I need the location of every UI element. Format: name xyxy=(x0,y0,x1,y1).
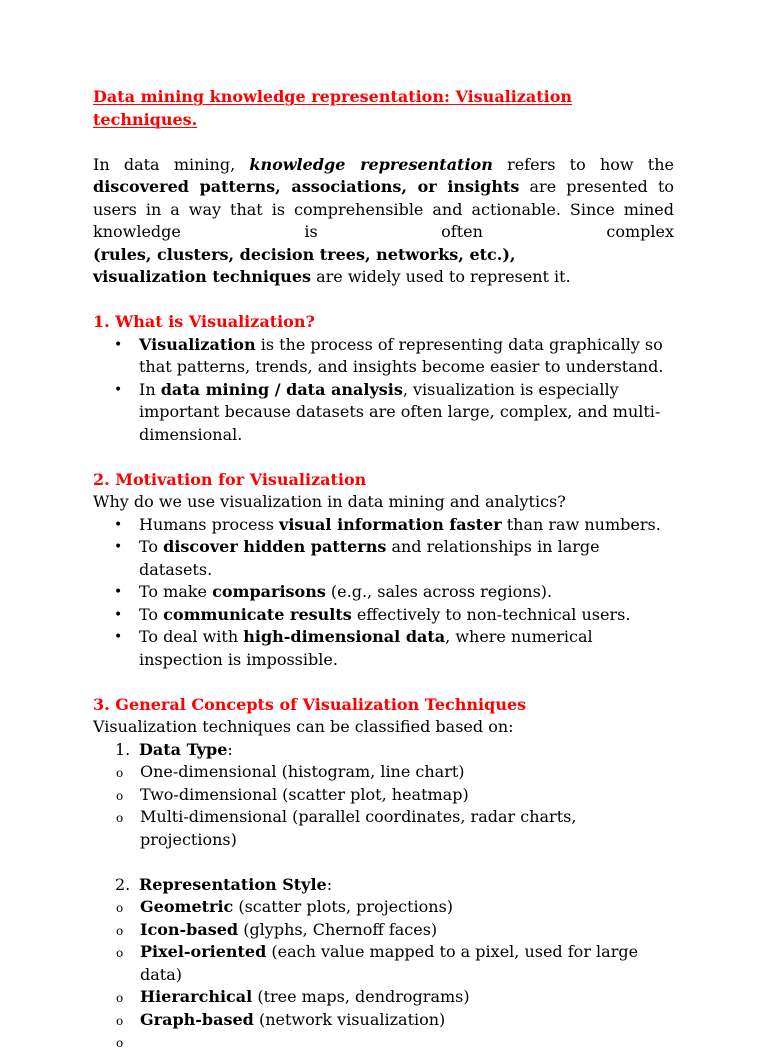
numbered-item-data-type: 1. Data Type: xyxy=(93,739,674,762)
section-2-list xyxy=(93,514,674,672)
list-item: o Geometric (scatter plots, projections) xyxy=(93,896,674,919)
list-item: • To deal with high-dimensional data, where numerical inspection is impossible. xyxy=(114,627,593,669)
list-item: • To discover hidden patterns and relationships in large datasets. xyxy=(114,537,600,579)
representation-style-sublist xyxy=(93,896,674,1054)
document-body xyxy=(93,86,674,1054)
item-number: 2. xyxy=(115,874,131,894)
list-item: • To make comparisons (e.g., sales across regions). xyxy=(93,581,674,604)
bullet-icon: • xyxy=(114,516,123,533)
bullet-icon: • xyxy=(114,584,123,600)
circle-bullet-icon: o xyxy=(116,946,124,960)
list-item: o Pixel-oriented (each value mapped to a pixel, used for large data) xyxy=(116,942,639,984)
section-3-numbered-list-2 xyxy=(93,874,674,897)
intro-paragraph xyxy=(93,154,674,289)
intro-bold-line: (rules, clusters, decision trees, networks, etc.), xyxy=(93,244,516,264)
circle-bullet-icon: o xyxy=(116,788,124,803)
list-item: o Hierarchical (tree maps, dendrograms) xyxy=(93,986,674,1009)
circle-bullet-icon: o xyxy=(116,1036,124,1050)
section-3-heading: 3. General Concepts of Visualization Techniques xyxy=(93,694,527,714)
circle-bullet-icon: o xyxy=(116,901,124,915)
bullet-icon: • xyxy=(114,606,123,623)
list-item: o Icon-based (glyphs, Chernoff faces) xyxy=(93,919,674,942)
numbered-item-representation-style: 2. Representation Style: xyxy=(93,874,674,897)
list-item: o Graph-based (network visualization) xyxy=(93,1009,674,1032)
bullet-icon: • xyxy=(114,539,123,555)
section-3-numbered-list xyxy=(93,739,674,762)
list-item: • To communicate results effectively to non-technical users. xyxy=(93,604,674,627)
bullet-icon: • xyxy=(114,336,123,353)
bullet-icon: • xyxy=(114,629,123,645)
data-type-sublist xyxy=(93,761,674,851)
circle-bullet-icon: o xyxy=(116,991,124,1005)
bullet-icon: • xyxy=(114,381,123,398)
intro-justified: In data mining, knowledge representation refers to how the discovered patterns, associations, or insights are presented to users in a way that is comprehensible and actionable. Since mined knowledge is often complex xyxy=(93,154,675,241)
document-title: Data mining knowledge representation: Visualization techniques. xyxy=(93,87,573,129)
section-3-lead: Visualization techniques can be classified based on: xyxy=(93,717,514,736)
circle-bullet-icon: o xyxy=(116,923,124,938)
list-item: o One-dimensional (histogram, line chart) xyxy=(93,761,674,784)
section-1-list xyxy=(93,334,674,447)
circle-bullet-icon: o xyxy=(116,766,124,780)
item-number: 1. xyxy=(115,739,131,759)
list-item: • Humans process visual information faster than raw numbers. xyxy=(93,514,674,537)
intro-last-line: visualization techniques are widely used to represent it. xyxy=(93,267,571,286)
section-2-heading: 2. Motivation for Visualization xyxy=(93,469,367,489)
circle-bullet-icon: o xyxy=(116,1013,124,1028)
list-item: • In data mining / data analysis, visualization is especially important because datasets are often large, complex, and multi-dimensional. xyxy=(114,379,661,444)
section-1-heading: 1. What is Visualization? xyxy=(93,312,315,331)
section-2-lead: Why do we use visualization in data mining and analytics? xyxy=(93,492,566,511)
circle-bullet-icon: o xyxy=(116,811,124,825)
list-item-empty xyxy=(93,1031,674,1054)
list-item: • Visualization is the process of representing data graphically so that patterns, trends, and insights become easier to understand. xyxy=(114,334,664,376)
list-item: o Multi-dimensional (parallel coordinates, radar charts, projections) xyxy=(116,807,577,849)
list-item: o Two-dimensional (scatter plot, heatmap) xyxy=(93,784,674,807)
